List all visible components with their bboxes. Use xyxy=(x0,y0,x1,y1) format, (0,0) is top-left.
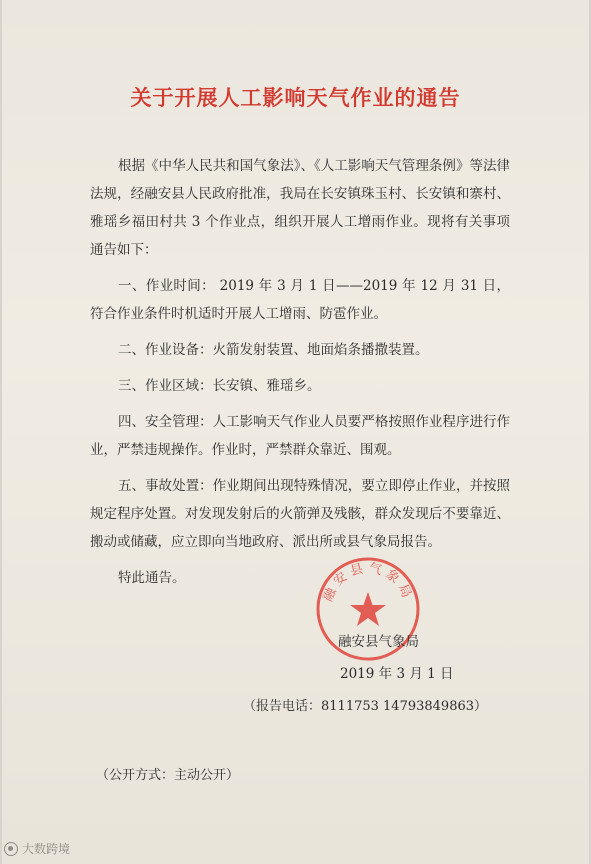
closing-line: 特此通告。 xyxy=(118,570,186,586)
item-operation-time: 一、作业时间： 2019 年 3 月 1 日——2019 年 12 月 31 日，符合作业条件时机适时开展人工增雨、防雹作业。 xyxy=(90,278,510,322)
item-area: 三、作业区域：长安镇、雅瑶乡。 xyxy=(118,378,321,394)
svg-text:融安县气象局: 融安县气象局 xyxy=(320,560,416,604)
watermark-logo-icon xyxy=(4,842,18,856)
notice-body xyxy=(90,152,510,600)
intro-paragraph: 根据《中华人民共和国气象法》、《人工影响天气管理条例》等法律法规，经融安县人民政府批准，我局在长安镇珠玉村、长安镇和寨村、雅瑶乡福田村共 3 个作业点，组织开展人工增雨作业。现将有关事项通告如下： xyxy=(90,158,510,258)
watermark xyxy=(4,840,70,857)
issuer-name: 融安县气象局 xyxy=(338,634,419,650)
report-phone: （报告电话：8111753 14793849863） xyxy=(243,699,488,714)
item-equipment: 二、作业设备：火箭发射装置、地面焰条播撒装置。 xyxy=(118,342,429,358)
item-incident: 五、事故处置：作业期间出现特殊情况，要立即停止作业，并按照规定程序处置。对发现发射后的火箭弹及残骸，群众发现后不要靠近、搬动或储藏，应立即向当地政府、派出所或县气象局报告。 xyxy=(90,478,510,550)
document-title: 关于开展人工影响天气作业的通告 xyxy=(130,86,461,110)
watermark-text: 大数跨境 xyxy=(22,842,71,856)
item-safety: 四、安全管理：人工影响天气作业人员要严格按照作业程序进行作业，严禁违规操作。作业时，严禁群众靠近、围观。 xyxy=(90,414,510,458)
disclosure-method: （公开方式：主动公开） xyxy=(96,768,240,783)
issue-date: 2019 年 3 月 1 日 xyxy=(340,666,454,682)
